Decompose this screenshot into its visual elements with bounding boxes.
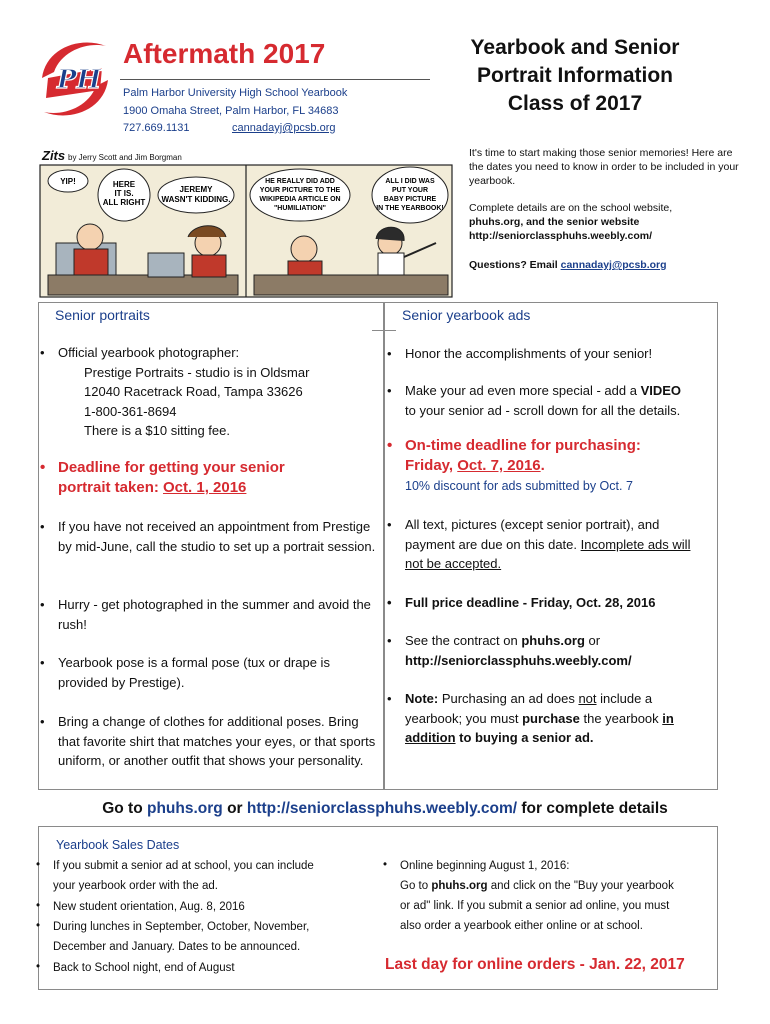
online-sales-line-3: or ad" link. If you submit a senior ad online, you must [400, 900, 670, 912]
online-sales-line-4: also order a yearbook either online or at school. [400, 920, 643, 932]
sales-item-2: New student orientation, Aug. 8, 2016 [53, 901, 245, 913]
senior-website-link[interactable]: http://seniorclassphuhs.weebly.com/ [246, 800, 518, 817]
list-item: • Bring a change of clothes for additional poses. Bring that favorite shirt that matches your eyes, or that sports uniform, or another outfit that shows your personality. [40, 714, 376, 768]
school-logo [40, 38, 110, 120]
school-website-link[interactable]: phuhs.org [521, 633, 585, 648]
questions-email-link[interactable]: cannadayj@pcsb.org [560, 259, 667, 271]
bullet-icon: • [36, 859, 41, 871]
svg-text:PUT YOUR: PUT YOUR [391, 187, 429, 194]
sales-item-3-line-2: December and January. Dates to be announced. [53, 941, 301, 953]
tab-divider [384, 330, 396, 331]
photographer-item [40, 343, 376, 441]
ad-deadline [387, 436, 711, 476]
school-phone: 727.669.1131 [123, 122, 190, 134]
school-address: 1900 Omaha Street, Palm Harbor, FL 34683 [123, 105, 339, 117]
zits-comic-strip [38, 147, 454, 299]
bullet-icon: • [387, 437, 393, 454]
title-divider [120, 79, 430, 80]
document-title-line-3: Class of 2017 [507, 92, 643, 115]
ad-deadline-line-2: Friday, Oct. 7, 2016. [405, 457, 545, 474]
svg-text:IN THE YEARBOOK!: IN THE YEARBOOK! [376, 205, 444, 212]
online-sales-start: Online beginning August 1, 2016: [400, 860, 570, 872]
document-title-line-2: Portrait Information [476, 64, 673, 87]
photographer-address: 12040 Racetrack Road, Tampa 33626 [84, 384, 303, 399]
bullet-icon: • [40, 345, 45, 360]
comic-credit: by Jerry Scott and Jim Borgman [68, 153, 182, 162]
list-item: • If you have not received an appointment from Prestige by mid-June, call the studio to set up a portrait session. [40, 519, 376, 554]
bullet-icon: • [383, 859, 388, 871]
document-title [440, 34, 710, 118]
complete-details-line: Go to phuhs.org or http://seniorclassphuhs.weebly.com/ for complete details [102, 800, 668, 817]
portrait-deadline-line-2: portrait taken: Oct. 1, 2016 [58, 479, 247, 496]
bullet-icon: • [387, 346, 392, 361]
online-sales-line-2: Go to phuhs.org and click on the "Buy your yearbook [400, 880, 674, 892]
bullet-icon: • [36, 961, 41, 973]
svg-text:WASN'T KIDDING.: WASN'T KIDDING. [161, 195, 231, 204]
ad-deadline-date: Oct. 7, 2016 [457, 457, 541, 474]
senior-website-link[interactable]: http://seniorclassphuhs.weebly.com/ [405, 652, 632, 668]
svg-text:ALL RIGHT: ALL RIGHT [102, 198, 146, 207]
portrait-deadline-date: Oct. 1, 2016 [163, 479, 247, 496]
intro-paragraph: It's time to start making those senior memories! Here are the dates you need to know in order to be included in your yearbook. [469, 147, 739, 187]
svg-text:HERE: HERE [112, 180, 136, 189]
svg-text:IT IS.: IT IS. [114, 189, 134, 198]
portrait-deadline-line-1: Deadline for getting your senior [58, 459, 285, 476]
comic-title: Zits [42, 148, 66, 163]
bullet-icon: • [40, 714, 45, 729]
svg-text:HE REALLY DID ADD: HE REALLY DID ADD [265, 178, 335, 185]
bullet-icon: • [387, 595, 392, 610]
school-name: Palm Harbor University High School Yearbook [123, 87, 348, 99]
senior-website-url[interactable]: http://seniorclassphuhs.weebly.com/ [469, 230, 653, 242]
bullet-icon: • [387, 633, 392, 648]
sales-item-4: Back to School night, end of August [53, 962, 235, 974]
website-info [469, 201, 749, 243]
bullet-icon: • [40, 597, 45, 612]
tab-divider [372, 330, 384, 331]
list-item: • Make your ad even more special - add a VIDEO to your senior ad - scroll down for all the details. [387, 383, 682, 418]
website-info-line-1: Complete details are on the school website, [469, 202, 673, 214]
bullet-icon: • [40, 519, 45, 534]
senior-ads-heading: Senior yearbook ads [402, 307, 531, 323]
purchase-note: • Note: Purchasing an ad does not include a yearbook; you must purchase the yearbook in addition to buying a senior ad. [387, 691, 674, 745]
school-website-link[interactable]: phuhs.org [431, 880, 488, 892]
school-website-link[interactable]: phuhs.org [146, 800, 223, 817]
sales-item-1-line-2: your yearbook order with the ad. [53, 880, 218, 892]
svg-text:BABY PICTURE: BABY PICTURE [383, 196, 437, 203]
svg-text:"HUMILIATION": "HUMILIATION" [273, 205, 327, 212]
list-item: • Yearbook pose is a formal pose (tux or drape is provided by Prestige). [40, 655, 330, 690]
portrait-deadline [40, 458, 376, 498]
school-email-link[interactable]: cannadayj@pcsb.org [232, 122, 336, 134]
photographer-studio: Prestige Portraits - studio is in Oldsmar [84, 364, 310, 380]
bullet-icon: • [387, 517, 392, 532]
list-item: • All text, pictures (except senior portrait), and payment are due on this date. Incomplete ads will not be accepted. [387, 517, 691, 571]
logo-lettering: PH [57, 65, 102, 95]
questions-label: Questions? Email [469, 259, 561, 271]
document-title-line-1: Yearbook and Senior [470, 36, 680, 59]
yearbook-name-title: Aftermath 2017 [123, 38, 326, 69]
bullet-icon: • [387, 691, 392, 706]
sitting-fee: There is a $10 sitting fee. [84, 423, 230, 438]
ad-deadline-line-1: On-time deadline for purchasing: [405, 437, 641, 454]
svg-text:YOUR PICTURE TO THE: YOUR PICTURE TO THE [259, 187, 341, 194]
photographer-phone: 1-800-361-8694 [84, 403, 177, 419]
bullet-icon: • [36, 920, 41, 932]
website-info-line-2: phuhs.org, and the senior website [469, 216, 640, 228]
svg-text:YIP!: YIP! [60, 177, 76, 186]
sales-item-1-line-1: If you submit a senior ad at school, you can include [53, 860, 314, 872]
ad-discount-note: 10% discount for ads submitted by Oct. 7 [405, 479, 633, 493]
contract-item: • See the contract on phuhs.org or http://seniorclassphuhs.weebly.com/ [387, 633, 632, 668]
bullet-icon: • [40, 459, 46, 476]
list-item: • Hurry - get photographed in the summer and avoid the rush! [40, 597, 371, 632]
svg-text:JEREMY: JEREMY [179, 185, 213, 194]
bullet-icon: • [36, 900, 41, 912]
sales-item-3-line-1: During lunches in September, October, November, [53, 921, 310, 933]
photographer-label: Official yearbook photographer: [58, 345, 240, 360]
last-day-online-orders: Last day for online orders - Jan. 22, 2017 [385, 956, 685, 973]
questions-line [469, 258, 749, 272]
yearbook-sales-heading: Yearbook Sales Dates [56, 838, 180, 852]
bullet-icon: • [40, 655, 45, 670]
svg-text:WIKIPEDIA ARTICLE ON: WIKIPEDIA ARTICLE ON [259, 196, 341, 203]
senior-portraits-heading: Senior portraits [55, 307, 150, 323]
svg-text:ALL I DID WAS: ALL I DID WAS [385, 178, 435, 185]
bullet-icon: • [387, 383, 392, 398]
list-item: • Honor the accomplishments of your senior! [405, 344, 711, 364]
full-price-deadline: • Full price deadline - Friday, Oct. 28, 2016 [405, 593, 711, 613]
